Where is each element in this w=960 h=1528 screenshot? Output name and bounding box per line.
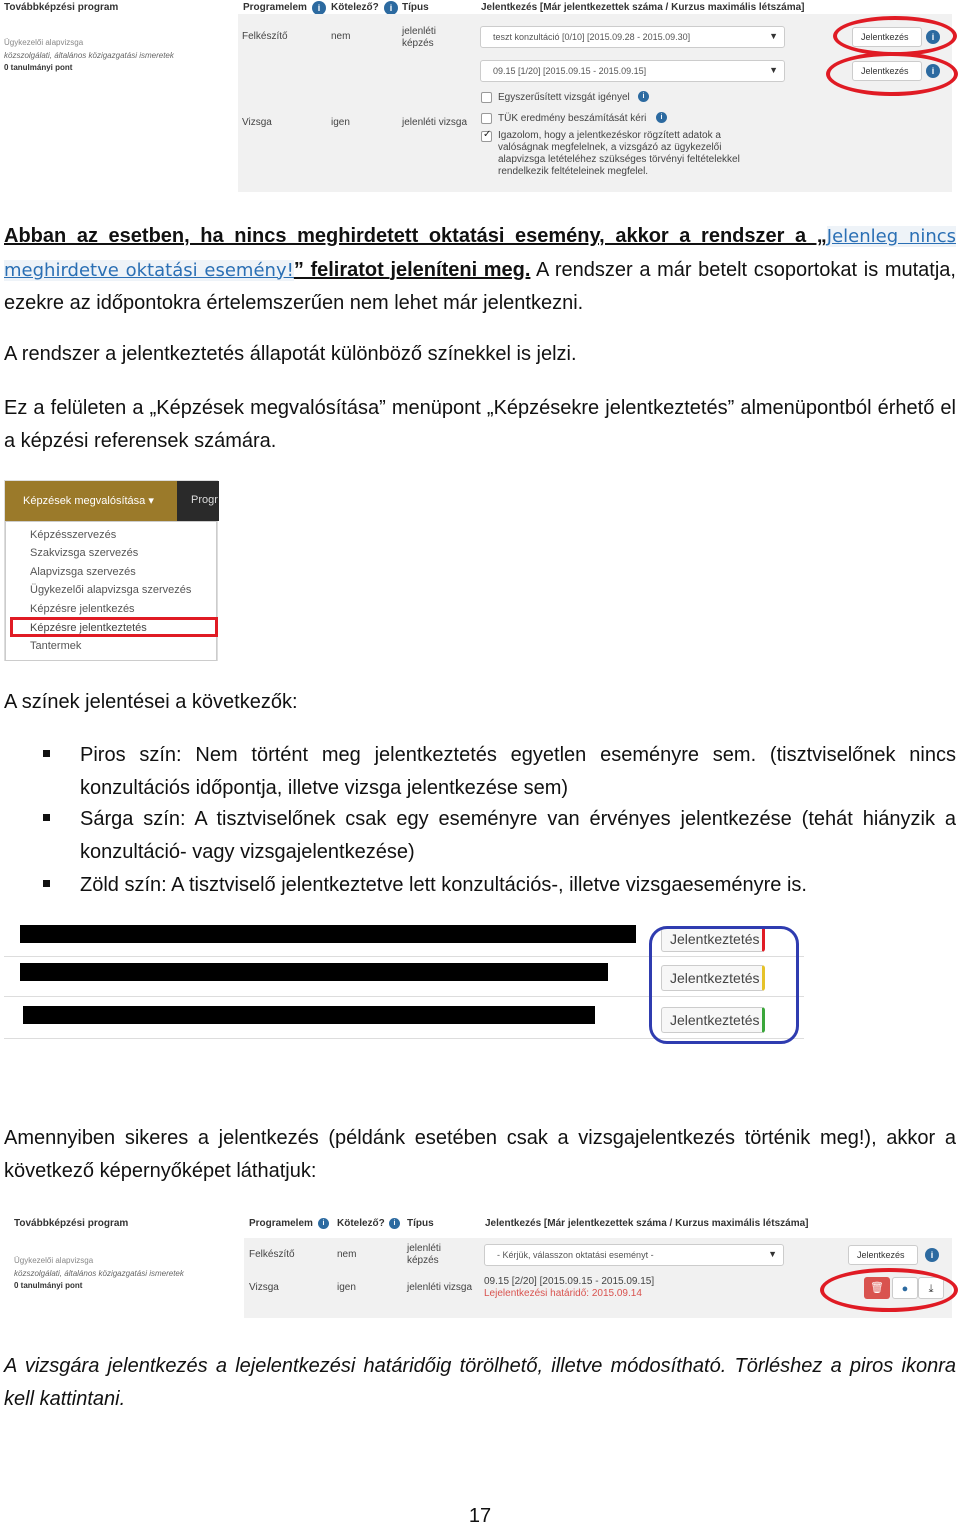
row-tipus: jelenléti	[402, 26, 436, 37]
submenu-item-kepzesre-jelentkeztetes[interactable]: Képzésre jelentkeztetés	[30, 622, 147, 634]
course-category: közszolgálati, általános közigazgatási ismeretek	[14, 1269, 184, 1278]
checkbox-label: Egyszerűsített vizsgát igényel	[498, 92, 630, 103]
checkbox-label: rendelkezik feltételeinek megfelel.	[498, 166, 649, 177]
info-icon[interactable]: i	[389, 1218, 400, 1229]
row-elem: Felkészítő	[249, 1249, 295, 1260]
course-points: 0 tanulmányi pont	[4, 63, 73, 72]
bullet-yellow: Sárga szín: A tisztviselőnek csak egy eseményre van érvényes jelentkezése (tehát hiányzik a konzultáció- vagy vizsgajelentkezése)	[80, 808, 956, 863]
bullet-red: Piros szín: Nem történt meg jelentkeztetés egyetlen eseményre sem. (tisztviselőnek nincs konzultációs időpontja, illetve vizsga jelentkezése sem)	[80, 744, 956, 799]
info-icon[interactable]: i	[926, 30, 940, 44]
caret-down-icon: ▼	[769, 31, 778, 41]
course-name: Ügykezelői alapvizsga	[14, 1256, 94, 1265]
highlight-box	[10, 617, 218, 637]
paragraph-success: Amennyiben sikeres a jelentkezés (példánk esetében csak a vizsgajelentkezés történik meg!), akkor a következő képernyőképet láthatjuk:	[4, 1127, 956, 1182]
p1-message-b: meghirdetve oktatási esemény!	[4, 259, 294, 281]
info-icon[interactable]: i	[384, 1, 398, 15]
row-tipus: jelenléti	[407, 1243, 441, 1254]
tuk-result-checkbox[interactable]	[481, 113, 492, 124]
row-kotelezo: igen	[331, 117, 350, 128]
register-button-green[interactable]: Jelentkeztetés	[661, 1007, 765, 1033]
highlight-oval	[833, 16, 957, 56]
row-elem: Vizsga	[249, 1282, 279, 1293]
highlight-oval	[826, 52, 958, 96]
submenu-item[interactable]: Alapvizsga szervezés	[30, 566, 136, 578]
p1-message-a: Jelenleg nincs	[826, 226, 956, 247]
checkbox-label: valóságnak megfelelnek, a vizsgázó az ügykezelői	[498, 142, 722, 153]
p1-rest: A rendszer a már betelt csoportokat is mutatja, ezekre az időpontokra értelemszerűen nem lehet már jelentkezni.	[4, 258, 956, 314]
checkbox-label: Igazolom, hogy a jelentkezéskor rögzített adatok a	[498, 130, 721, 141]
info-icon[interactable]: i	[312, 1, 326, 15]
exam-registered: 09.15 [2/20] [2015.09.15 - 2015.09.15]	[484, 1276, 655, 1287]
col-header-jelentkezes: Jelentkezés [Már jelentkezettek száma / Kurzus maximális létszáma]	[481, 2, 805, 13]
page-number: 17	[468, 1505, 492, 1527]
menu-item-kepzesek-megvalositasa[interactable]	[5, 481, 177, 521]
submenu-item[interactable]: Szakvizsga szervezés	[30, 547, 139, 559]
col-header-programelem: Programelem	[243, 2, 307, 13]
caret-down-icon: ▼	[768, 1249, 777, 1259]
info-icon[interactable]: ●	[892, 1277, 918, 1299]
color-status-screenshot	[4, 918, 804, 1048]
submenu-item[interactable]: Képzésszervezés	[30, 529, 117, 541]
paragraph-delete-info: A vizsgára jelentkezés a lejelentkezési határidőig törölhető, illetve módosítható. Törléshez a piros ikonra kell kattintani.	[4, 1355, 956, 1410]
row-tipus: jelenléti vizsga	[407, 1282, 473, 1293]
redacted-bar	[20, 963, 608, 981]
register-button[interactable]: Jelentkezés	[848, 1245, 918, 1265]
info-icon[interactable]: i	[318, 1218, 329, 1229]
course-points: 0 tanulmányi pont	[14, 1281, 83, 1290]
event-select[interactable]	[480, 26, 785, 48]
paragraph-color-meanings: A színek jelentései a következők:	[4, 691, 298, 713]
menu-screenshot	[4, 480, 218, 661]
col-header-kotelezo: Kötelező?	[337, 1218, 385, 1229]
col-header-program: Továbbképzési program	[14, 1218, 129, 1229]
row-kotelezo: igen	[337, 1282, 356, 1293]
redacted-bar	[23, 1006, 595, 1024]
redacted-bar	[20, 925, 636, 943]
col-header-tipus: Típus	[407, 1218, 434, 1229]
menu-active-label: Képzések megvalósítása	[23, 495, 146, 507]
col-header-tipus: Típus	[402, 2, 429, 13]
row-elem: Felkészítő	[242, 31, 288, 42]
screenshot-registered	[0, 1210, 960, 1320]
event-select-value: teszt konzultáció [0/10] [2015.09.28 - 2015.09.30]	[493, 32, 691, 42]
paragraph-menu-path: Ez a felületen a „Képzések megvalósítása” menüpont „Képzésekre jelentkeztetés” almenüpontból érhető el a képzési referensek számára.	[4, 397, 956, 452]
info-icon[interactable]: i	[926, 64, 940, 78]
register-button[interactable]: Jelentkezés	[852, 27, 922, 47]
info-icon[interactable]: i	[638, 91, 649, 102]
download-icon[interactable]: ⤓	[918, 1277, 944, 1299]
info-icon[interactable]: i	[925, 1248, 939, 1262]
submenu-item[interactable]: Ügykezelői alapvizsga szervezés	[30, 584, 192, 596]
paragraph-colors-intro: A rendszer a jelentkeztetés állapotát különböző színekkel is jelzi.	[4, 343, 577, 365]
submenu-item[interactable]: Tantermek	[30, 640, 82, 652]
col-header-programelem: Programelem	[249, 1218, 313, 1229]
bullet-marker	[43, 814, 50, 821]
checkbox-label: alapvizsga letételéhez szükséges törvényi feltételekkel	[498, 154, 740, 165]
highlight-oval	[820, 1268, 958, 1312]
screenshot-registration-form	[0, 0, 960, 192]
register-button-yellow[interactable]: Jelentkeztetés	[661, 965, 765, 991]
col-header-kotelezo: Kötelező?	[331, 2, 379, 13]
row-tipus: képzés	[402, 38, 434, 49]
row-kotelezo: nem	[331, 31, 351, 42]
p1-bold-end: ” feliratot jeleníteni meg.	[293, 258, 531, 281]
p1-bold-start: Abban az esetben, ha nincs meghirdetett oktatási esemény, akkor a rendszer a „	[4, 225, 827, 247]
event-select[interactable]	[484, 1244, 784, 1266]
col-header-jelentkezes: Jelentkezés [Már jelentkezettek száma / Kurzus maximális létszáma]	[485, 1218, 809, 1229]
exam-select-value: 09.15 [1/20] [2015.09.15 - 2015.09.15]	[493, 66, 647, 76]
caret-down-icon: ▾	[148, 495, 154, 507]
caret-down-icon: ▼	[769, 65, 778, 75]
info-icon[interactable]: i	[656, 112, 667, 123]
exam-select[interactable]	[480, 60, 785, 82]
course-category: közszolgálati, általános közigazgatási ismeretek	[4, 51, 174, 60]
col-header-program: Továbbképzési program	[4, 2, 119, 13]
row-kotelezo: nem	[337, 1249, 357, 1260]
simplified-exam-checkbox[interactable]	[481, 92, 492, 103]
register-button[interactable]: Jelentkezés	[852, 61, 922, 81]
menu-item-next[interactable]: Progr	[191, 494, 218, 506]
bullet-marker	[43, 880, 50, 887]
highlight-frame	[649, 926, 799, 1044]
bullet-green: Zöld szín: A tisztviselő jelentkeztetve lett konzultációs-, illetve vizsgaeseményre is.	[80, 874, 807, 896]
register-button-red[interactable]: Jelentkeztetés	[661, 926, 765, 952]
trash-icon[interactable]: 🗑	[864, 1277, 890, 1299]
checkbox-label: TÜK eredmény beszámítását kéri	[498, 113, 647, 124]
paragraph-no-event	[4, 220, 956, 320]
row-tipus: jelenléti vizsga	[402, 117, 468, 128]
row-tipus: képzés	[407, 1255, 439, 1266]
bullet-marker	[43, 750, 50, 757]
row-elem: Vizsga	[242, 117, 272, 128]
deadline-text: Lejelentkezési határidő: 2015.09.14	[484, 1288, 642, 1299]
submenu-item[interactable]: Képzésre jelentkezés	[30, 603, 135, 615]
course-name: Ügykezelői alapvizsga	[4, 38, 84, 47]
certify-checkbox[interactable]	[481, 131, 492, 142]
event-select-value: - Kérjük, válasszon oktatási eseményt -	[497, 1250, 654, 1260]
